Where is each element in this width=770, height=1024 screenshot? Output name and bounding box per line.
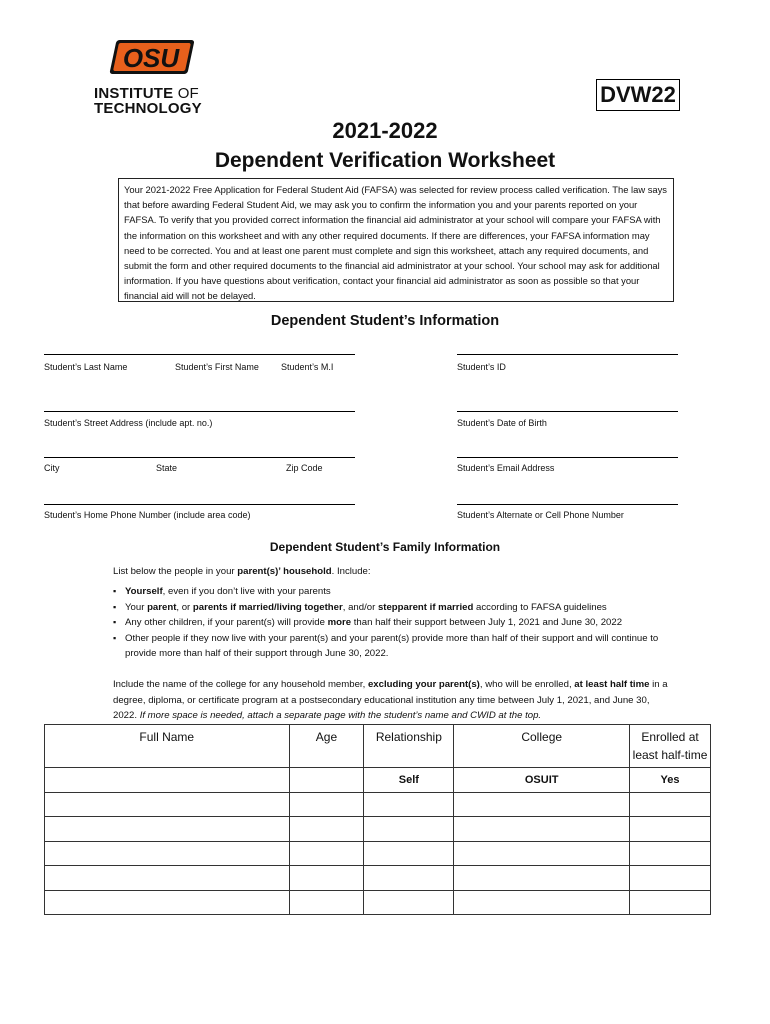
name-cell[interactable]: [45, 768, 290, 793]
table-row: [45, 866, 711, 891]
list-intro: List below the people in your parent(s)’ household. Include:: [113, 566, 371, 577]
list-item: ▪ Other people if they now live with your parent(s) and your parent(s) provide more than half of their support and will continue to provide more than half of their support through June 30, 2022.: [113, 631, 673, 662]
college-header: College: [454, 725, 630, 768]
enrolled-header: Enrolled at least half-time: [630, 725, 711, 768]
email-line[interactable]: [457, 457, 678, 458]
table-row: [45, 890, 711, 915]
full-name-header: Full Name: [45, 725, 290, 768]
relationship-cell: Self: [364, 768, 454, 793]
household-list: [113, 584, 673, 662]
alt-phone-line[interactable]: [457, 504, 678, 505]
age-cell[interactable]: [289, 768, 364, 793]
city-state-zip-line[interactable]: [44, 457, 355, 458]
list-item: ▪ Your parent, or parents if married/living together, and/or stepparent if married according to FAFSA guidelines: [113, 600, 673, 616]
first-name-label: Student’s First Name: [175, 362, 259, 372]
email-label: Student’s Email Address: [457, 463, 555, 473]
name-line[interactable]: [44, 354, 355, 355]
mi-label: Student’s M.I: [281, 362, 334, 372]
table-row: [45, 817, 711, 842]
enrolled-cell: Yes: [630, 768, 711, 793]
id-line[interactable]: [457, 354, 678, 355]
institute-label: INSTITUTE OF: [94, 85, 199, 102]
family-info-heading: Dependent Student’s Family Information: [269, 540, 501, 554]
form-code: DVW22: [596, 79, 680, 111]
year-heading: 2021-2022: [332, 118, 438, 143]
list-item: ▪ Yourself, even if you don’t live with your parents: [113, 584, 673, 600]
table-row: [45, 768, 711, 793]
osu-logo-text: OSU: [122, 43, 180, 73]
city-label: City: [44, 463, 60, 473]
age-header: Age: [289, 725, 364, 768]
technology-label: TECHNOLOGY: [94, 100, 202, 117]
home-phone-line[interactable]: [44, 504, 355, 505]
include-paragraph: Include the name of the college for any household member, excluding your parent(s), who will be enrolled, at least half time in a degree, diploma, or certificate program at a postsecondary educational institution any time between July 1, 2021, and June 30, 2022. If more space is needed, attach a separate page with the student’s name and CWID at the top.: [113, 679, 668, 721]
table-header-row: [45, 725, 711, 768]
intro-box: Your 2021-2022 Free Application for Federal Student Aid (FAFSA) was selected for review process called verification. The law says that before awarding Federal Student Aid, we may ask you to confirm the information you and your parents reported on your FAFSA. To verify that you provided correct information the financial aid administrator at your school will compare your FAFSA with the information on this worksheet and with any other required documents. If there are differences, your FAFSA information may need to be corrected. You and at least one parent must complete and sign this worksheet, attach any required documents, and submit the form and other required documents to the financial aid administrator at your school. Your school may ask for additional information. If you have questions about verification, contact your financial aid administrator as soon as possible so that your financial aid will not be delayed.: [118, 178, 674, 302]
address-line[interactable]: [44, 411, 355, 412]
address-label: Student’s Street Address (include apt. no.): [44, 418, 213, 428]
alt-phone-label: Student’s Alternate or Cell Phone Number: [457, 510, 624, 520]
home-phone-label: Student’s Home Phone Number (include area code): [44, 510, 251, 520]
state-label: State: [156, 463, 178, 473]
zip-label: Zip Code: [286, 463, 323, 473]
list-item: ▪ Any other children, if your parent(s) will provide more than half their support between July 1, 2021 and June 30, 2022: [113, 615, 673, 631]
page-title: Dependent Verification Worksheet: [214, 149, 556, 172]
table-row: [45, 792, 711, 817]
dob-label: Student’s Date of Birth: [457, 418, 547, 428]
id-label: Student’s ID: [457, 362, 506, 372]
student-info-heading: Dependent Student’s Information: [270, 313, 500, 329]
relationship-header: Relationship: [364, 725, 454, 768]
last-name-label: Student’s Last Name: [44, 362, 128, 372]
household-table: [44, 724, 711, 915]
college-cell: OSUIT: [454, 768, 630, 793]
dob-line[interactable]: [457, 411, 678, 412]
table-row: [45, 841, 711, 866]
